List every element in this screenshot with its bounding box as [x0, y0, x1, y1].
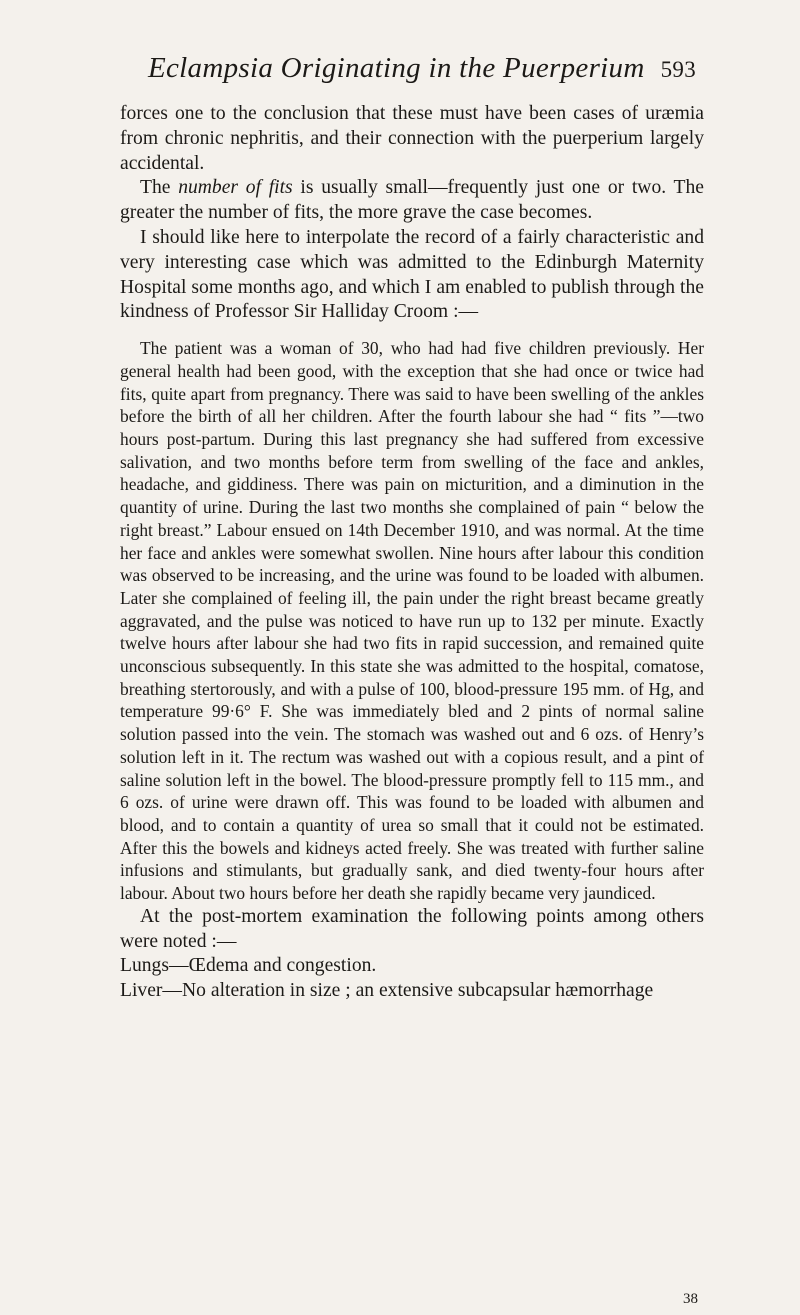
signature-mark: 38 [683, 1291, 698, 1307]
paragraph-post-mortem: At the post-mortem examination the following points among others were noted :— [120, 905, 704, 952]
emphasis-number-of-fits: number of fits [178, 177, 293, 199]
paragraph-interpolate: I should like here to interpolate the record of a fairly characteristic and very interesting case which was admitted to the Edinburgh Maternity Hospital some months ago, and which I am enabled to publish through the kindness of Professor Sir Halliday Croom :— [120, 226, 704, 323]
para-lead: The [140, 177, 179, 199]
para-rest: is usually small—frequently just one or two. The greater the number of fits, the more grave the case becomes. [120, 177, 704, 224]
paragraph-number-of-fits [120, 176, 704, 226]
running-title: Eclampsia Originating in the Puerperium [147, 52, 645, 84]
page-body [120, 102, 704, 1004]
paragraph-conclusion: forces one to the conclusion that these must have been cases of uræmia from chronic nephritis, and their connection with the puerperium largely accidental. [120, 103, 704, 174]
running-header [140, 52, 704, 85]
page-number: 593 [660, 57, 696, 82]
case-record: The patient was a woman of 30, who had had five children previously. Her general health had been good, with the exception that she had once or twice had fits, quite apart from pregnancy. There was said to have been swelling of the ankles before the birth of all her children. After the fourth labour she had “ fits ”—two hours post-partum. During this last pregnancy she had suffered from excessive salivation, and two months before term from swelling of the face and ankles, headache, and giddiness. There was pain on micturition, and a diminution in the quantity of urine. During the last two months she complained of pain “ below the right breast.” Labour ensued on 14th December 1910, and was normal. At the time her face and ankles were somewhat swollen. Nine hours after labour this condition was observed to be increasing, and the urine was found to be loaded with albumen. Later she complained of feeling ill, the pain under the right breast became greatly aggravated, and the pulse was noticed to have run up to 132 per minute. Exactly twelve hours after labour she had two fits in rapid succession, and remained quite unconscious subsequently. In this state she was admitted to the hospital, comatose, breathing stertorously, and with a pulse of 100, blood-pressure 195 mm. of Hg, and temperature 99·6° F. She was immediately bled and 2 pints of normal saline solution passed into the vein. The stomach was washed out and 6 ozs. of Henry’s solution left in it. The rectum was washed out with a copious result, and a pint of saline solution left in the bowel. The blood-pressure promptly fell to 115 mm., and 6 ozs. of urine were drawn off. This was found to be loaded with albumen and blood, and to contain a quantity of urea so small that it could not be estimated. After this the bowels and kidneys acted freely. She was treated with further saline infusions and stimulants, but gradually sank, and died twenty-four hours after labour. About two hours before her death she rapidly became very jaundiced. [120, 338, 704, 904]
finding-lungs: Lungs—Œdema and congestion. [120, 955, 377, 977]
finding-liver: Liver—No alteration in size ; an extensive subcapsular hæmorrhage [120, 980, 654, 1002]
